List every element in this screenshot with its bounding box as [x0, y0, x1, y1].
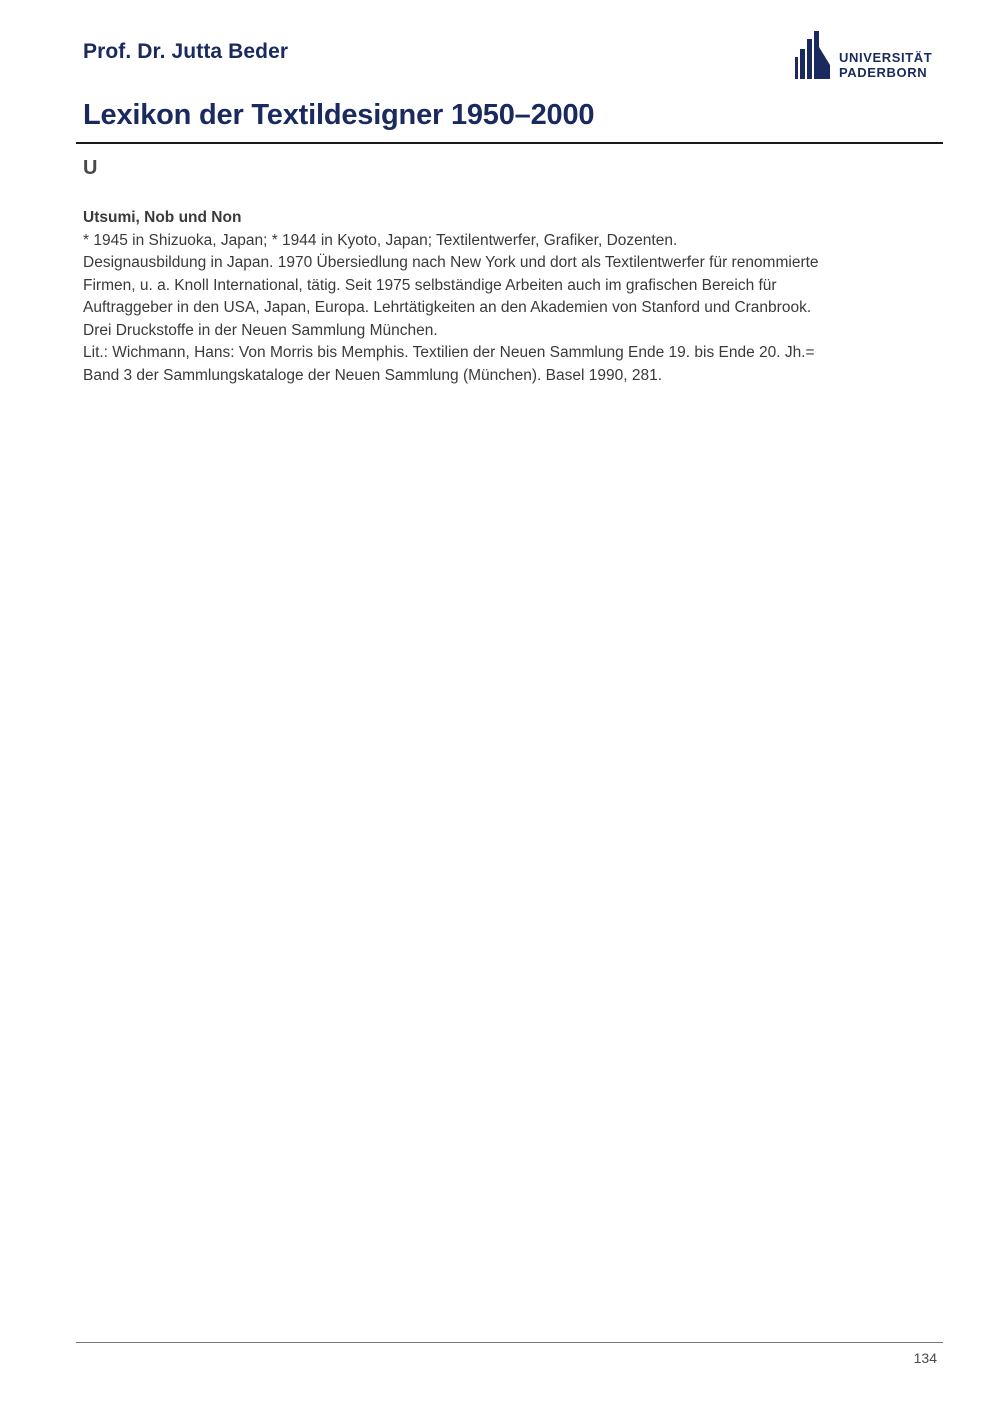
page-number: 134: [913, 1350, 937, 1366]
document-title: Lexikon der Textildesigner 1950–2000: [83, 99, 595, 131]
entry-literature-line: Band 3 der Sammlungskataloge der Neuen Sammlung (München). Basel 1990, 281.: [83, 366, 663, 384]
entry-literature-line: Lit.: Wichmann, Hans: Von Morris bis Memphis. Textilien der Neuen Sammlung Ende 19. bis Ende 20. Jh.=: [83, 344, 815, 361]
author-name: Prof. Dr. Jutta Beder: [83, 40, 289, 63]
logo-text-line1: UNIVERSITÄT: [839, 50, 933, 65]
lexicon-entry: [83, 207, 913, 387]
entry-text-line: Designausbildung in Japan. 1970 Übersiedlung nach New York und dort als Textilentwerfer für renommierte: [83, 254, 819, 271]
university-logo: [794, 31, 944, 81]
logo-text-line2: PADERBORN: [839, 65, 928, 80]
university-building-icon: [794, 31, 834, 81]
footer-divider: [76, 1342, 943, 1343]
entry-text-line: Auftraggeber in den USA, Japan, Europa. Lehrtätigkeiten an den Akademien von Stanford und Cranbrook.: [83, 299, 812, 316]
entry-name: Utsumi, Nob und Non: [83, 209, 242, 226]
entry-text-line: Drei Druckstoffe in der Neuen Sammlung München.: [83, 321, 438, 339]
entry-text-line: * 1945 in Shizuoka, Japan; * 1944 in Kyoto, Japan; Textilentwerfer, Grafiker, Dozenten.: [83, 231, 678, 249]
section-letter: U: [83, 157, 98, 179]
title-divider: [76, 142, 943, 144]
entry-text-line: Firmen, u. a. Knoll International, tätig. Seit 1975 selbständige Arbeiten auch im grafischen Bereich für: [83, 276, 777, 294]
